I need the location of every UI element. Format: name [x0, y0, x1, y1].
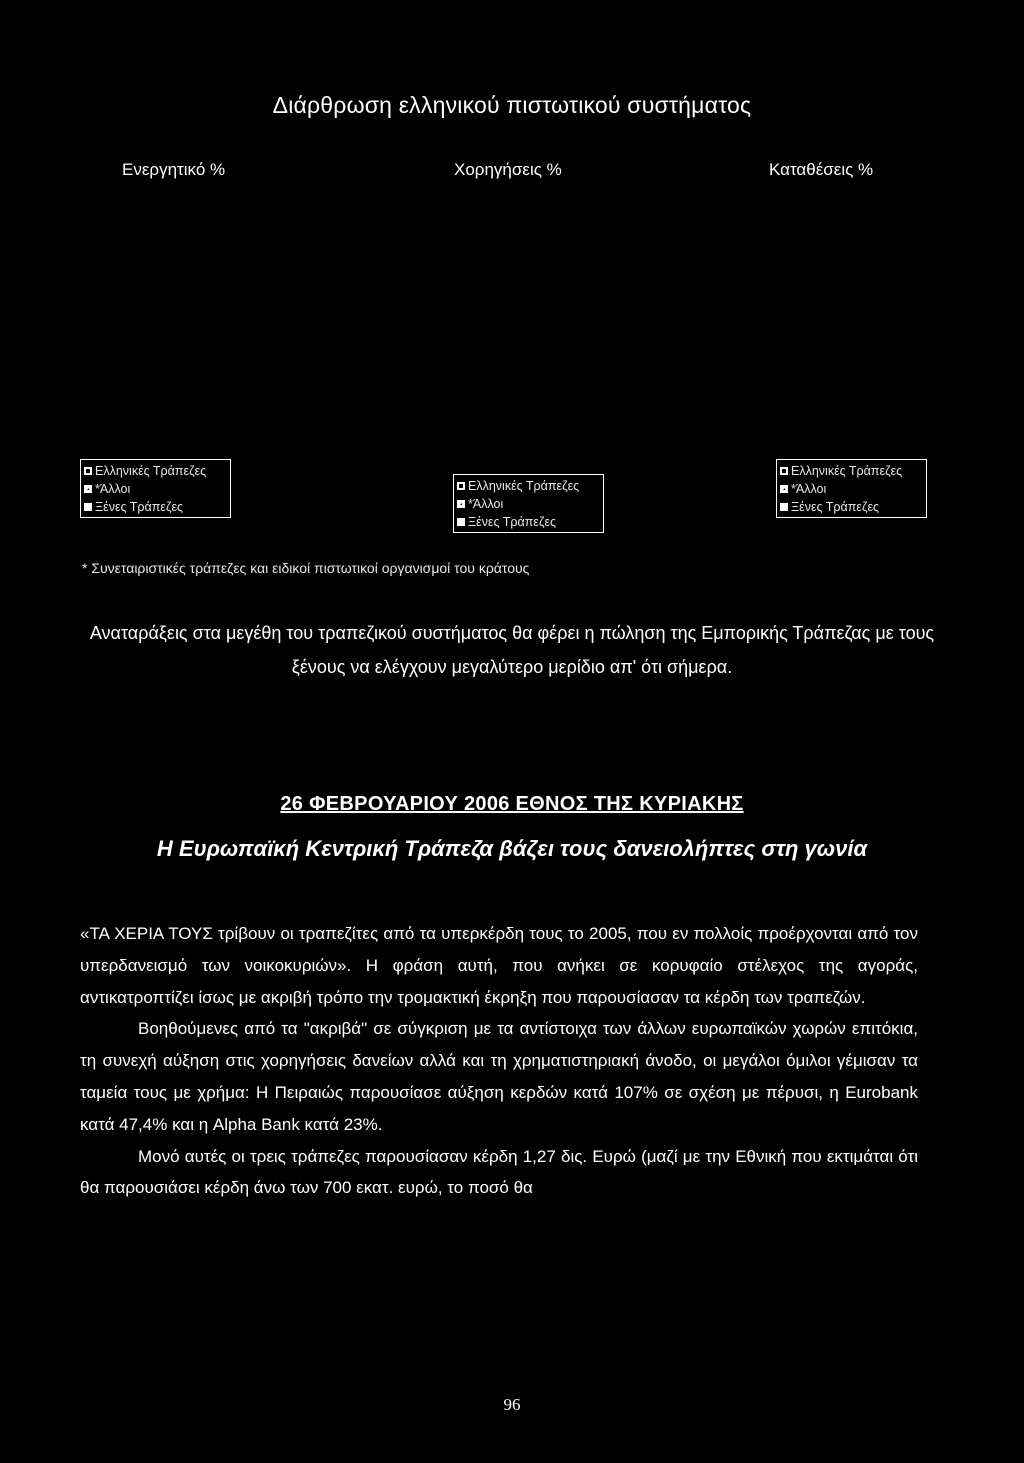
legend-item-greek-banks — [457, 477, 599, 495]
filled-square-icon — [780, 503, 788, 511]
article-paragraph: Μονό αυτές οι τρεις τράπεζες παρουσίασαν κέρδη 1,27 δις. Ευρώ (μαζί με την Εθνική που εκτιμάται ότι θα παρουσιάσει κέρδη άνω των 700 εκατ. ευρώ, το ποσό θα — [80, 1146, 918, 1198]
chart-legend-deposits — [776, 459, 927, 518]
white-square-icon — [84, 467, 92, 475]
legend-label: *Άλλοι — [468, 497, 504, 511]
chart-legend-assets — [80, 459, 231, 518]
article-paragraph: «ΤΑ ΧΕΡΙΑ ΤΟΥΣ τρίβουν οι τραπεζίτες από τα υπερκέρδη τους το 2005, που εν πολλοίς προέρχονται από τον υπερδανεισμό των νοικοκυριών». Η φράση αυτή, που ανήκει σε κορυφαίο στέλεχος της αγοράς, αντικατροπτίζει ίσως με ακριβή τρόπο την τρομακτική έκρηξη που παρουσίασαν τα κέρδη των τραπεζών. — [80, 924, 918, 1007]
article-paragraph: Βοηθούμενες από τα "ακριβά" σε σύγκριση με τα αντίστοιχα των άλλων ευρωπαϊκών χωρών επιτόκια, τη συνεχή αύξηση στις χορηγήσεις δανείων αλλά και τη χρηματιστηριακή άνοδο, οι μεγάλοι όμιλοι γέμισαν τα ταμεία τους με χρήμα: Η Πειραιώς παρουσίασε αύξηση κερδών κατά 107% σε σχέση με πέρυσι, η Eurobank κατά 47,4% και η Alpha Bank κατά 23%. — [80, 1019, 918, 1134]
chart-heading-deposits: Καταθέσεις % — [769, 160, 874, 179]
legend-item-greek-banks — [84, 462, 226, 480]
figure-footnote: * Συνεταιριστικές τράπεζες και ειδικοί πιστωτικοί οργανισμοί του κράτους — [82, 560, 530, 576]
dotted-square-icon — [457, 500, 465, 508]
legend-label: Ξένες Τράπεζες — [95, 500, 184, 514]
page-number: 96 — [503, 1395, 521, 1414]
white-square-icon — [457, 482, 465, 490]
legend-label: Ξένες Τράπεζες — [468, 515, 557, 529]
article-source-date: 26 ΦΕΒΡΟΥΑΡΙΟΥ 2006 ΕΘΝΟΣ ΤΗΣ ΚΥΡΙΑΚΗΣ — [280, 793, 744, 815]
legend-label: Ξένες Τράπεζες — [791, 500, 880, 514]
filled-square-icon — [84, 503, 92, 511]
white-square-icon — [780, 467, 788, 475]
legend-item-greek-banks — [780, 462, 922, 480]
filled-square-icon — [457, 518, 465, 526]
legend-label: *Άλλοι — [791, 482, 827, 496]
figure-caption: Αναταράξεις στα μεγέθη του τραπεζικού συστήματος θα φέρει η πώληση της Εμπορικής Τράπεζας με τους ξένους να ελέγχουν μεγαλύτερο μερίδιο απ' ότι σήμερα. — [89, 623, 935, 677]
chart-heading-loans: Χορηγήσεις % — [454, 160, 562, 179]
legend-label: Ελληνικές Τράπεζες — [95, 464, 207, 478]
article-headline: Η Ευρωπαϊκή Κεντρική Τράπεζα βάζει τους δανειολήπτες στη γωνία — [156, 836, 868, 861]
legend-item-foreign-banks — [84, 498, 226, 516]
legend-item-others — [780, 480, 922, 498]
dotted-square-icon — [780, 485, 788, 493]
legend-label: Ελληνικές Τράπεζες — [791, 464, 903, 478]
chart-legend-loans — [453, 474, 604, 533]
article-body — [80, 918, 918, 1204]
legend-item-others — [84, 480, 226, 498]
legend-item-foreign-banks — [457, 513, 599, 531]
dotted-square-icon — [84, 485, 92, 493]
chart-heading-assets: Ενεργητικό % — [122, 160, 226, 179]
legend-item-others — [457, 495, 599, 513]
figure-title: Διάρθρωση ελληνικού πιστωτικού συστήματος — [272, 92, 752, 118]
legend-label: *Άλλοι — [95, 482, 131, 496]
legend-item-foreign-banks — [780, 498, 922, 516]
legend-label: Ελληνικές Τράπεζες — [468, 479, 580, 493]
